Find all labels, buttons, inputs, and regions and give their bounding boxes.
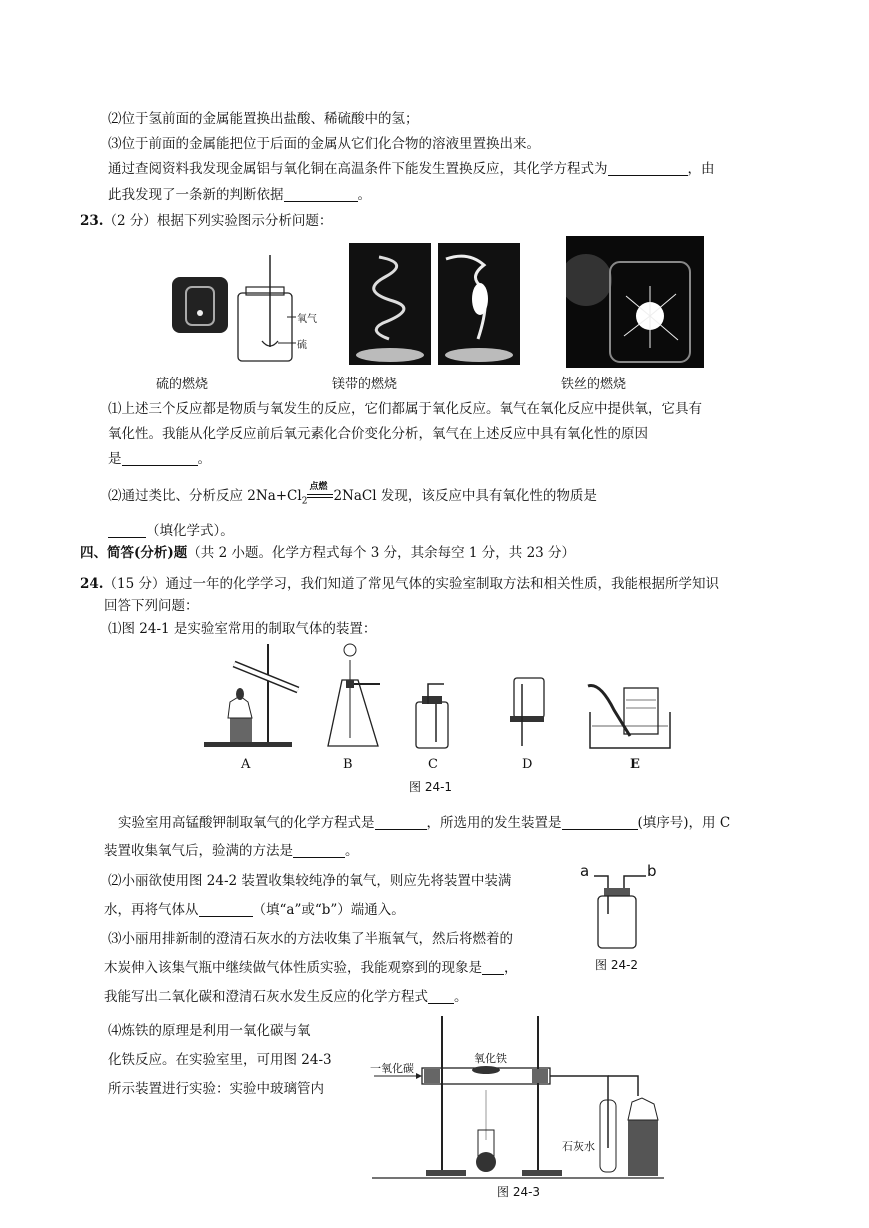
text-line: ⑶小丽用排新制的澄清石灰水的方法收集了半瓶氧气，然后将燃着的 (108, 931, 513, 947)
figure-caption-24-1: 图 24-1 (409, 780, 453, 794)
text-span: 通过查阅资料我发现金属铝与氧化铜在高温条件下能发生置换反应，其化学方程式为 (108, 161, 608, 177)
label-carbon-monoxide: 一氧化碳 (370, 1062, 414, 1075)
apparatus-b (328, 644, 380, 746)
text-line (108, 160, 715, 178)
label-limewater: 石灰水 (562, 1140, 595, 1153)
text-line: ⑴上述三个反应都是物质与氧发生的反应，它们都属于氧化反应。氧气在氧化反应中提供氧，它具有 (108, 401, 702, 417)
gas-bottle-figure-24-2 (588, 870, 658, 950)
answer-blank[interactable] (108, 523, 146, 538)
apparatus-label-b: B (343, 757, 353, 772)
apparatus-label-a: A (241, 757, 251, 772)
text-line (108, 482, 597, 511)
question-23-header (80, 212, 332, 230)
text-line (108, 186, 371, 204)
reaction-condition: 点燃 (309, 482, 328, 492)
text-span: （填“a”或“b”）端通入。 (252, 902, 405, 918)
text-span: (填序号)，用 C (637, 815, 731, 831)
label-oxygen: 氧气 (297, 314, 317, 325)
apparatus-c (416, 684, 448, 748)
question-text: （15 分）通过一年的化学学习，我们知道了常见气体的实验室制取方法和相关性质，我能根据所学知识 (103, 576, 719, 592)
text-line: 所示装置进行实验：实验中玻璃管内 (108, 1081, 324, 1097)
answer-blank[interactable] (122, 451, 198, 466)
text-line (104, 988, 468, 1006)
iron-wire-photo (566, 236, 704, 368)
answer-blank[interactable] (428, 989, 454, 1004)
text-span: 实验室用高锰酸钾制取氧气的化学方程式是 (118, 815, 375, 831)
text-line: ⑶位于前面的金属能把位于后面的金属从它们化合物的溶液里置换出来。 (108, 136, 540, 152)
caption-sulfur: 硫的燃烧 (156, 377, 209, 392)
text-span: 。 (345, 843, 359, 859)
question-text: （2 分）根据下列实验图示分析问题： (103, 213, 333, 229)
text-span: ⑵通过类比、分析反应 2Na+Cl (108, 488, 302, 504)
answer-blank[interactable] (608, 161, 688, 176)
answer-blank[interactable] (562, 815, 638, 830)
answer-blank[interactable] (375, 815, 427, 830)
magnesium-flame-icon (438, 243, 520, 365)
apparatus-a (204, 644, 298, 747)
apparatus-e (588, 686, 670, 749)
reaction-arrow (307, 482, 333, 502)
text-span: 。 (454, 989, 468, 1005)
text-line: ⑷炼铁的原理是利用一氧化碳与氧 (108, 1023, 311, 1039)
equals-line (307, 494, 333, 498)
figure-caption-24-3: 图 24-3 (497, 1185, 541, 1199)
label-iron-oxide: 氧化铁 (474, 1052, 507, 1065)
question-number: 24. (80, 576, 104, 592)
text-line: ⑴图 24-1 是实验室常用的制取气体的装置： (108, 621, 377, 637)
apparatus-label-d: D (522, 757, 533, 772)
text-line (108, 522, 234, 540)
magnesium-ribbon-icon (349, 243, 431, 365)
text-line: 化铁反应。在实验室里，可用图 24-3 (108, 1052, 332, 1068)
text-span: 。 (357, 187, 371, 203)
answer-blank[interactable] (284, 187, 358, 202)
iron-wire-sparks-icon (566, 236, 704, 368)
caption-magnesium: 镁带的燃烧 (332, 377, 398, 392)
text-span: 。 (197, 451, 211, 467)
apparatus-label-c: C (428, 757, 438, 772)
caption-iron: 铁丝的燃烧 (561, 377, 627, 392)
label-sulfur: 硫 (297, 340, 307, 351)
figure-caption-24-2: 图 24-2 (595, 958, 639, 972)
magnesium-photo-left (349, 243, 431, 365)
section-note: （共 2 小题。化学方程式每个 3 分，其余每空 1 分，共 23 分） (187, 545, 576, 561)
section-4-header (80, 544, 575, 562)
text-span: 木炭伸入该集气瓶中继续做气体性质实验，我能观察到的现象是 (104, 960, 482, 976)
text-span: 装置收集氧气后，验满的方法是 (104, 843, 293, 859)
question-number: 23. (80, 213, 104, 229)
answer-blank[interactable] (199, 902, 253, 917)
text-span: ，所选用的发生装置是 (426, 815, 562, 831)
sulfur-flame-photo (172, 277, 228, 333)
text-line: 回答下列问题： (104, 598, 199, 614)
text-line: ⑵小丽欲使用图 24-2 装置收集较纯净的氧气，则应先将装置中装满 (108, 873, 512, 889)
text-line (104, 901, 405, 919)
subscript: 2 (301, 496, 308, 507)
apparatus-figure-24-1 (200, 640, 670, 752)
answer-blank[interactable] (293, 843, 345, 858)
port-label-a: a (580, 862, 590, 880)
sulfur-flame-icon (172, 277, 228, 333)
text-span: （填化学式）。 (146, 523, 234, 539)
text-line: 氧化性。我能从化学反应前后氧元素化合价变化分析，氧气在上述反应中具有氧化性的原因 (108, 426, 648, 442)
text-line: ⑵位于氢前面的金属能置换出盐酸、稀硫酸中的氢； (108, 111, 419, 127)
question-24-header (80, 575, 719, 593)
apparatus-d (510, 678, 544, 746)
magnesium-photo-right (438, 243, 520, 365)
iron-smelting-figure-24-3 (368, 1012, 668, 1182)
answer-blank[interactable] (482, 960, 504, 975)
text-span: 水，再将气体从 (104, 902, 199, 918)
text-line (104, 842, 359, 860)
apparatus-label-e: E (630, 757, 640, 772)
text-span: 2NaCl 发现，该反应中具有氧化性的物质是 (333, 488, 597, 504)
text-span: 是 (108, 451, 122, 467)
text-span: 我能写出二氧化碳和澄清石灰水发生反应的化学方程式 (104, 989, 428, 1005)
text-span: ， (504, 960, 518, 976)
text-line (118, 814, 730, 832)
section-title: 四、简答(分析)题 (80, 545, 188, 561)
text-span: ，由 (687, 161, 715, 177)
text-line (104, 959, 518, 977)
port-label-b: b (647, 862, 657, 880)
text-span: 此我发现了一条新的判断依据 (108, 187, 284, 203)
text-line (108, 450, 211, 468)
